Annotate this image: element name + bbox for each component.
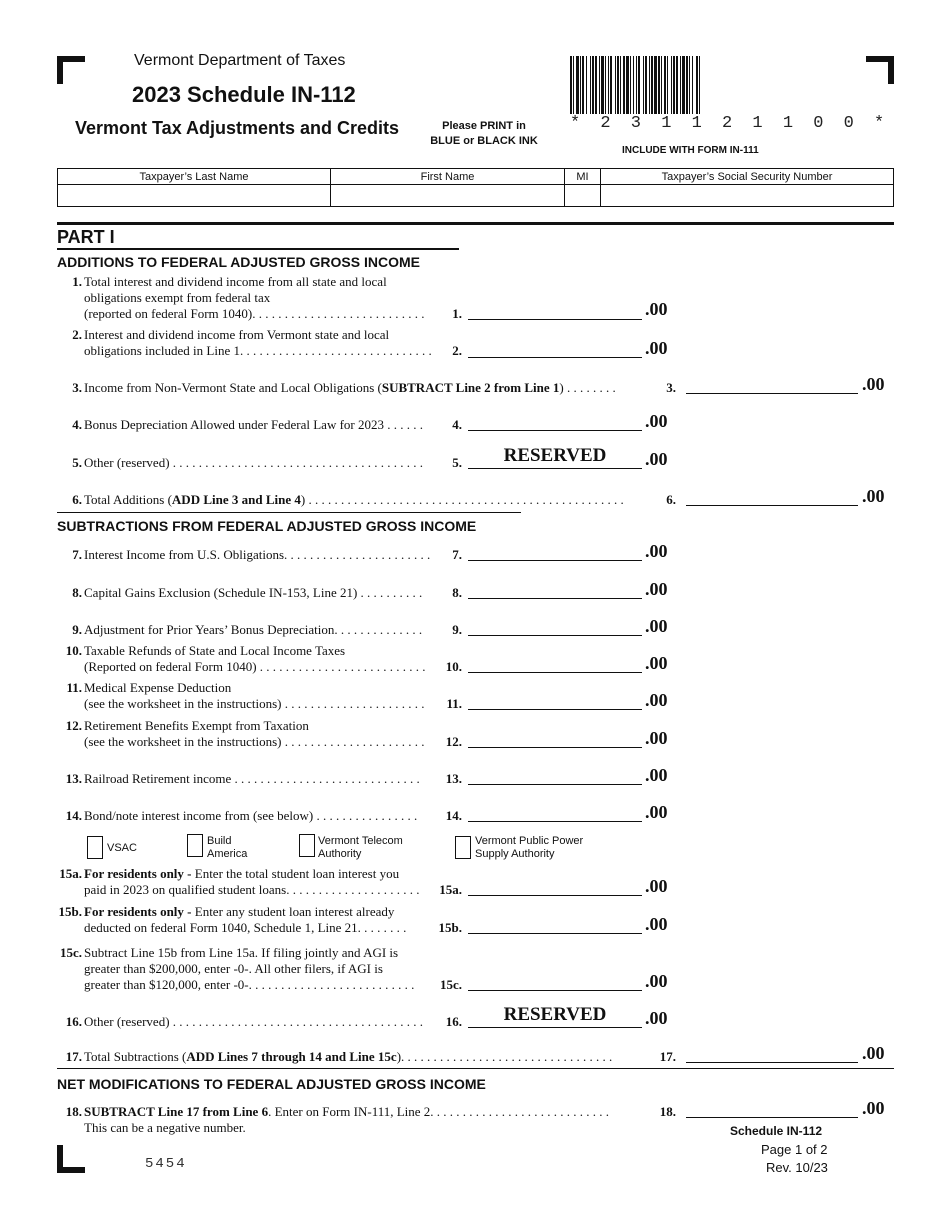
- barcode-bar: [570, 56, 572, 114]
- barcode-graphic: [570, 56, 814, 114]
- footer-schedule: Schedule IN-112: [730, 1124, 823, 1138]
- barcode-bar: [633, 56, 634, 114]
- department-name: Vermont Department of Taxes: [134, 52, 346, 69]
- barcode-bar: [664, 56, 666, 114]
- barcode-text: * 2 3 1 1 2 1 1 0 0 *: [570, 114, 890, 133]
- include-note: INCLUDE WITH FORM IN-111: [622, 145, 759, 156]
- footer-page-number: Page 1 of 2: [761, 1142, 828, 1157]
- barcode-bar: [654, 56, 657, 114]
- corner-mark-top-left: [57, 56, 85, 84]
- line-15a-input[interactable]: [468, 878, 642, 896]
- line-7-description: Interest Income from U.S. Obligations. . . . . . . . . . . . . . . . . . . . . . .: [84, 547, 431, 562]
- barcode-bar: [636, 56, 637, 114]
- line-18-description: SUBTRACT Line 17 from Line 6. Enter on Form IN-111, Line 2. . . . . . . . . . . . . . . . . . . . . . . . . . . . This can be a negative number.: [84, 1104, 610, 1135]
- vermont-public-power-checkbox[interactable]: [455, 836, 471, 859]
- part-title: PART I: [57, 227, 115, 247]
- line-17-input[interactable]: [686, 1045, 858, 1063]
- barcode-bar: [630, 56, 631, 114]
- barcode-bar: [582, 56, 584, 114]
- line-15c-description: Subtract Line 15b from Line 15a. If filing jointly and AGI is greater than $200,000, enter -0-. All other filers, if AGI is greater than $120,000, enter -0-. . . . . . . . . . . . . . . . . . . . . . . . . .: [84, 945, 415, 992]
- barcode-bar: [626, 56, 629, 114]
- form-title: 2023 Schedule IN-112: [132, 82, 356, 107]
- build-america-label: Build America: [207, 835, 248, 860]
- barcode-bar: [658, 56, 660, 114]
- line-16-reserved: RESERVED: [503, 1004, 607, 1025]
- line-15c-input[interactable]: [468, 973, 642, 991]
- line-10-input[interactable]: [468, 655, 642, 673]
- corner-mark-top-right: [866, 56, 894, 84]
- line-6-input[interactable]: [686, 488, 858, 506]
- subtractions-heading: SUBTRACTIONS FROM FEDERAL ADJUSTED GROSS INCOME: [57, 518, 477, 534]
- first-name-label: First Name: [331, 169, 565, 185]
- line-15a-description: For residents only - Enter the total student loan interest you paid in 2023 on qualified student loans. . . . . . . . . . . . . . . . . . . . .: [84, 866, 420, 897]
- net-modifications-rule: [57, 1068, 894, 1069]
- barcode-bar: [649, 56, 650, 114]
- barcode-bar: [676, 56, 678, 114]
- barcode-bar: [590, 56, 591, 114]
- line-17-description: Total Subtractions (ADD Lines 7 through 14 and Line 15c). . . . . . . . . . . . . . . . . . . . . . . . . . . . . . . . .: [84, 1049, 613, 1064]
- build-america-checkbox[interactable]: [187, 834, 203, 857]
- barcode-bar: [595, 56, 597, 114]
- barcode-bar: [605, 56, 606, 114]
- barcode-bar: [601, 56, 604, 114]
- barcode-bar: [599, 56, 600, 114]
- line-5-reserved: RESERVED: [503, 445, 607, 466]
- ssn-field[interactable]: [601, 185, 894, 207]
- line-8-description: Capital Gains Exclusion (Schedule IN-153, Line 21) . . . . . . . . . .: [84, 585, 423, 600]
- line-10-description: Taxable Refunds of State and Local Income Taxes (Reported on federal Form 1040) . . . . . . . . . . . . . . . . . . . . . . . . . .: [84, 643, 426, 674]
- section-divider: [57, 222, 894, 225]
- line-13-description: Railroad Retirement income . . . . . . . . . . . . . . . . . . . . . . . . . . . . .: [84, 771, 420, 786]
- print-instruction: Please PRINT in BLUE or BLACK INK: [430, 120, 538, 147]
- line-11-description: Medical Expense Deduction (see the worksheet in the instructions) . . . . . . . . . . . . . . . . . . . . . .: [84, 680, 425, 711]
- mi-label: MI: [565, 169, 601, 185]
- first-name-field[interactable]: [331, 185, 565, 207]
- barcode-bar: [615, 56, 616, 114]
- line-9-description: Adjustment for Prior Years’ Bonus Depreciation. . . . . . . . . . . . . .: [84, 622, 423, 637]
- barcode-bar: [651, 56, 653, 114]
- barcode-bar: [617, 56, 619, 114]
- line-6-description: Total Additions (ADD Line 3 and Line 4) . . . . . . . . . . . . . . . . . . . . . . . . . . . . . . . . . . . . . . . . . . . . . . . . .: [84, 492, 624, 507]
- line-2-input[interactable]: [468, 340, 642, 358]
- last-name-field[interactable]: [58, 185, 331, 207]
- line-14-input[interactable]: [468, 804, 642, 822]
- vermont-telecom-checkbox[interactable]: [299, 834, 315, 857]
- barcode-bar: [689, 56, 690, 114]
- line-1-input[interactable]: [468, 302, 642, 320]
- footer-revision: Rev. 10/23: [766, 1160, 828, 1175]
- line-9-input[interactable]: [468, 618, 642, 636]
- line-7-input[interactable]: [468, 543, 642, 561]
- line-2-description: Interest and dividend income from Vermont state and local obligations included in Line 1. . . . . . . . . . . . . . . . . . . . . . . . . . . . . .: [84, 327, 432, 358]
- barcode-bar: [661, 56, 662, 114]
- barcode-bar: [696, 56, 698, 114]
- form-code: 5454: [145, 1156, 187, 1172]
- line-number: 1.: [72, 274, 82, 289]
- net-modifications-heading: NET MODIFICATIONS TO FEDERAL ADJUSTED GROSS INCOME: [57, 1076, 486, 1092]
- line-13-input[interactable]: [468, 767, 642, 785]
- form-subtitle: Vermont Tax Adjustments and Credits: [75, 118, 400, 138]
- barcode-bar: [682, 56, 685, 114]
- line-3-description: Income from Non-Vermont State and Local Obligations (SUBTRACT Line 2 from Line 1) . . . . . . . .: [84, 380, 616, 395]
- vsac-label: VSAC: [107, 842, 137, 854]
- line-12-input[interactable]: [468, 730, 642, 748]
- taxpayer-info-table: [57, 168, 894, 207]
- barcode-bar: [645, 56, 647, 114]
- barcode-bar: [673, 56, 675, 114]
- subtractions-rule: [57, 512, 521, 513]
- line-4-description: Bonus Depreciation Allowed under Federal Law for 2023 . . . . . .: [84, 417, 424, 432]
- barcode-bar: [692, 56, 693, 114]
- barcode-bar: [643, 56, 644, 114]
- barcode-bar: [667, 56, 668, 114]
- vermont-public-power-label: Vermont Public Power Supply Authority: [475, 835, 584, 860]
- barcode-bar: [608, 56, 609, 114]
- barcode-bar: [576, 56, 579, 114]
- corner-mark-bottom-left: [57, 1145, 85, 1173]
- barcode-bar: [586, 56, 587, 114]
- mi-field[interactable]: [565, 185, 601, 207]
- line-14-description: Bond/note interest income from (see below) . . . . . . . . . . . . . . . .: [84, 808, 418, 823]
- ssn-label: Taxpayer’s Social Security Number: [601, 169, 894, 185]
- line-16-description: Other (reserved) . . . . . . . . . . . . . . . . . . . . . . . . . . . . . . . . . . . . . . .: [84, 1014, 424, 1029]
- line-4-input[interactable]: [468, 413, 642, 431]
- line-5-description: Other (reserved) . . . . . . . . . . . . . . . . . . . . . . . . . . . . . . . . . . . . . . .: [84, 455, 424, 470]
- line-11-input[interactable]: [468, 692, 642, 710]
- line-12-description: Retirement Benefits Exempt from Taxation (see the worksheet in the instructions) . . . . . . . . . . . . . . . . . . . . . .: [84, 718, 425, 749]
- barcode-bar: [671, 56, 672, 114]
- barcode-bar: [699, 56, 700, 114]
- line-15b-input[interactable]: [468, 916, 642, 934]
- last-name-label: Taxpayer’s Last Name: [58, 169, 331, 185]
- barcode-bar: [638, 56, 640, 114]
- additions-heading: ADDITIONS TO FEDERAL ADJUSTED GROSS INCOME: [57, 254, 420, 270]
- line-1-description: Total interest and dividend income from all state and local obligations exempt from federal tax (reported on federal Form 1040). . . . . . . . . . . . . . . . . . . . . . . . . . .: [84, 274, 425, 321]
- barcode-bar: [573, 56, 574, 114]
- barcode-bar: [680, 56, 681, 114]
- line-8-input[interactable]: [468, 581, 642, 599]
- line-18-input[interactable]: [686, 1100, 858, 1118]
- vsac-checkbox[interactable]: [87, 836, 103, 859]
- line-15b-description: For residents only - Enter any student loan interest already deducted on federal Form 1040, Schedule 1, Line 21. . . . . . . .: [84, 904, 407, 935]
- line-3-input[interactable]: [686, 376, 858, 394]
- barcode-bar: [610, 56, 612, 114]
- barcode-bar: [686, 56, 688, 114]
- barcode-bar: [620, 56, 621, 114]
- barcode-bar: [580, 56, 581, 114]
- barcode-bar: [592, 56, 594, 114]
- barcode-bar: [623, 56, 625, 114]
- vermont-telecom-label: Vermont Telecom Authority: [318, 835, 403, 860]
- part-rule: [57, 248, 459, 250]
